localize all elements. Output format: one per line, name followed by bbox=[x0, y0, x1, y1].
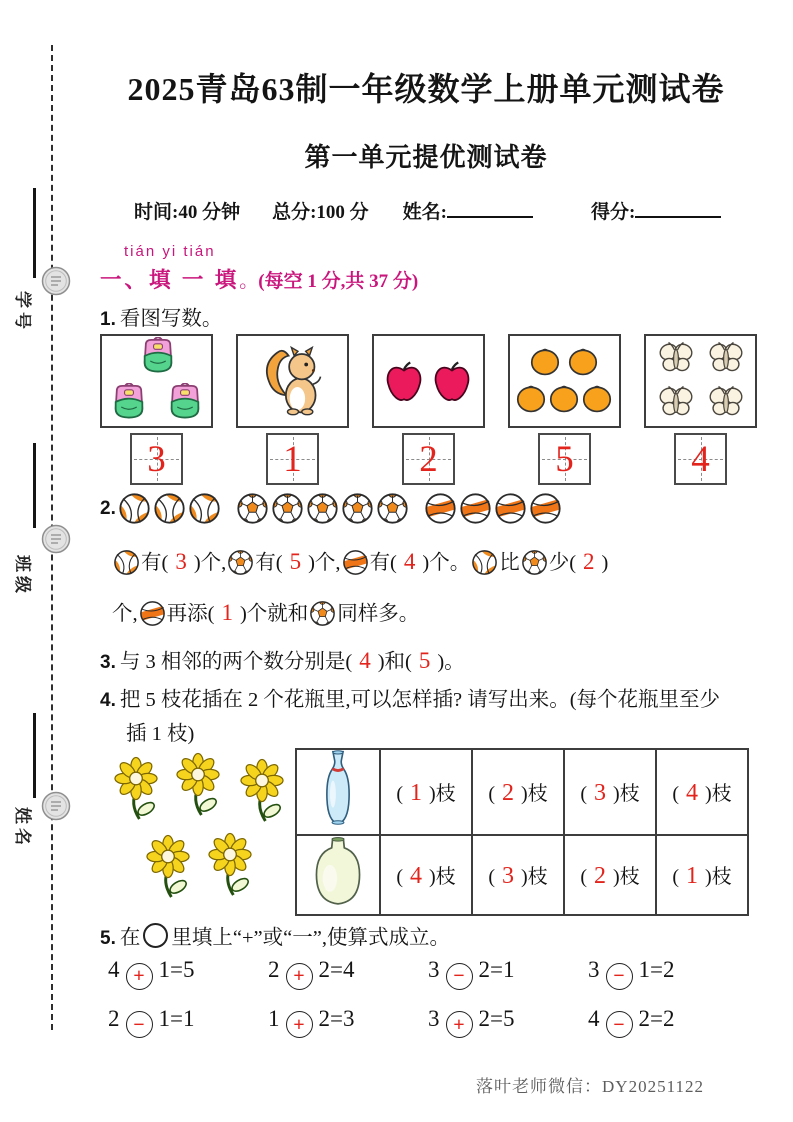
operator-circle: + bbox=[446, 1011, 473, 1038]
operand: 2 bbox=[318, 957, 330, 982]
q2-balls-row bbox=[100, 492, 564, 525]
q2-text: 同样多。 bbox=[337, 603, 420, 625]
q5-text-part: 里填上“+”或“一”,使算式成立。 bbox=[171, 927, 450, 949]
q1-item-schoolbags bbox=[100, 334, 213, 485]
q2-text: )个, bbox=[308, 552, 341, 574]
class-blank-line bbox=[33, 443, 36, 528]
q4-number: 4. bbox=[100, 690, 116, 711]
operand: 1 bbox=[268, 1005, 280, 1031]
operand: 3 bbox=[428, 1005, 440, 1031]
result: 4 bbox=[342, 957, 355, 982]
answer-cell bbox=[472, 835, 564, 915]
unit-label: )枝 bbox=[429, 783, 456, 805]
answer-number: 4 bbox=[359, 648, 371, 673]
equals-sign: = bbox=[490, 1005, 503, 1031]
soccer-ball-icon bbox=[227, 549, 254, 576]
q3-text-part: )。 bbox=[437, 651, 465, 673]
answer-digit: 4 bbox=[691, 438, 710, 480]
volleyball-icon bbox=[529, 492, 562, 525]
section1-points-note: (每空 1 分,共 37 分) bbox=[258, 271, 419, 292]
operand: 1 bbox=[158, 957, 170, 982]
soccer-ball-icon bbox=[236, 492, 269, 525]
q1-number: 1. bbox=[100, 309, 116, 330]
soccer-ball-icon bbox=[521, 549, 548, 576]
student-no-blank-line bbox=[33, 188, 36, 278]
paren: ( bbox=[396, 866, 403, 888]
result: 5 bbox=[502, 1005, 515, 1031]
time-label: 时间:40 分钟 bbox=[134, 202, 241, 223]
result: 3 bbox=[342, 1005, 355, 1031]
operand: 2 bbox=[638, 1005, 650, 1031]
q3-text-part: )和( bbox=[377, 651, 412, 673]
equals-sign: = bbox=[650, 957, 663, 982]
operand: 1 bbox=[638, 957, 650, 982]
paren: ( bbox=[488, 866, 495, 888]
q2-text: )个。 bbox=[422, 552, 471, 574]
q2-text: ) bbox=[601, 552, 609, 574]
squirrel-icon bbox=[260, 344, 326, 418]
q2-text: )个, bbox=[193, 552, 227, 574]
operand: 2 bbox=[318, 1005, 330, 1031]
operand: 2 bbox=[478, 1005, 490, 1031]
q5-number: 5. bbox=[100, 928, 116, 949]
unit-label: )枝 bbox=[521, 783, 548, 805]
operand: 2 bbox=[478, 957, 490, 982]
student-no-label: 学号 bbox=[13, 291, 32, 333]
unit-label: )枝 bbox=[429, 866, 456, 888]
q2-text: 比 bbox=[499, 552, 520, 574]
equation bbox=[588, 957, 748, 990]
q5-text-part: 在 bbox=[119, 927, 141, 949]
operand: 3 bbox=[428, 957, 440, 982]
basketball-icon bbox=[118, 492, 151, 525]
soccer-ball-icon bbox=[376, 492, 409, 525]
q2-number: 2. bbox=[100, 497, 116, 519]
paren: ( bbox=[488, 783, 495, 805]
exam-title: 2025青岛63制一年级数学上册单元测试卷 bbox=[127, 71, 725, 107]
paren: ( bbox=[580, 866, 587, 888]
result: 1 bbox=[182, 1005, 195, 1031]
basketball-icon bbox=[471, 549, 498, 576]
equals-sign: = bbox=[330, 957, 343, 982]
section1-heading bbox=[100, 263, 418, 294]
seal-stamp-icon bbox=[41, 524, 71, 554]
operator-circle: − bbox=[606, 1011, 633, 1038]
answer-grid-box bbox=[266, 433, 319, 485]
seal-stamp-icon bbox=[41, 791, 71, 821]
equation bbox=[108, 957, 268, 990]
operand: 4 bbox=[108, 957, 120, 982]
score-blank bbox=[635, 197, 721, 218]
q1-picture-row bbox=[100, 334, 757, 485]
answer-digit: 2 bbox=[419, 438, 438, 480]
basketball-icon bbox=[153, 492, 186, 525]
answer-number: 3 bbox=[502, 863, 514, 889]
equals-sign: = bbox=[170, 957, 183, 982]
q2-text: 个, bbox=[112, 603, 138, 625]
q1-item-butterflies bbox=[644, 334, 757, 485]
q3-text-part: 与 3 相邻的两个数分别是( bbox=[119, 651, 353, 673]
answer-cell bbox=[380, 835, 472, 915]
answer-number: 4 bbox=[403, 549, 416, 574]
section1-period: 。 bbox=[239, 271, 259, 292]
result: 2 bbox=[662, 1005, 675, 1031]
paren: ( bbox=[672, 866, 679, 888]
q1-item-oranges bbox=[508, 334, 621, 485]
operator-circle: − bbox=[446, 963, 473, 990]
answer-cell bbox=[564, 835, 656, 915]
answer-digit: 3 bbox=[147, 438, 166, 480]
equals-sign: = bbox=[170, 1005, 183, 1031]
name-blank bbox=[447, 197, 533, 218]
picture-box-oranges bbox=[508, 334, 621, 428]
green-vase-cell bbox=[296, 835, 380, 915]
q2-sentence-2 bbox=[112, 596, 419, 627]
volleyball-icon bbox=[459, 492, 492, 525]
operand: 1 bbox=[158, 1005, 170, 1031]
blank-circle-icon bbox=[143, 923, 168, 948]
q2-text: 有( bbox=[369, 552, 397, 574]
answer-cell bbox=[472, 749, 564, 835]
q5-text bbox=[100, 920, 450, 950]
q5-equations-grid bbox=[108, 957, 748, 1038]
answer-digit: 1 bbox=[283, 438, 302, 480]
q4-text-line2: 插 1 枝) bbox=[126, 723, 195, 745]
volleyball-icon bbox=[424, 492, 457, 525]
volleyball-icon bbox=[139, 600, 166, 627]
q2-text: 少( bbox=[548, 552, 577, 574]
operand: 2 bbox=[108, 1005, 120, 1031]
answer-number: 3 bbox=[594, 780, 606, 806]
answer-grid-box bbox=[402, 433, 455, 485]
answer-grid-box bbox=[538, 433, 591, 485]
answer-digit: 5 bbox=[555, 438, 574, 480]
paren: ( bbox=[672, 783, 679, 805]
q2-text: 有( bbox=[141, 552, 169, 574]
q2-text: )个就和 bbox=[239, 603, 309, 625]
total-score-label: 总分:100 分 bbox=[272, 202, 369, 223]
equals-sign: = bbox=[650, 1005, 663, 1031]
q3-number: 3. bbox=[100, 652, 116, 673]
soccer-ball-icon bbox=[309, 600, 336, 627]
seal-stamp-icon bbox=[41, 266, 71, 296]
green-vase-icon bbox=[312, 837, 364, 907]
q1-instruction: 看图写数。 bbox=[119, 308, 223, 330]
equals-sign: = bbox=[490, 957, 503, 982]
blue-vase-cell bbox=[296, 749, 380, 835]
q1-text bbox=[100, 301, 222, 331]
q1-item-apples bbox=[372, 334, 485, 485]
result: 1 bbox=[502, 957, 515, 982]
answer-number: 2 bbox=[583, 549, 595, 574]
unit-label: )枝 bbox=[705, 783, 732, 805]
name-side-label: 姓名 bbox=[13, 807, 32, 849]
q2-text: 有( bbox=[255, 552, 283, 574]
equals-sign: = bbox=[330, 1005, 343, 1031]
answer-number: 4 bbox=[686, 780, 698, 806]
equation bbox=[268, 957, 428, 990]
answer-number: 2 bbox=[502, 780, 514, 806]
answer-number: 1 bbox=[410, 780, 422, 806]
name-blank-line bbox=[33, 713, 36, 798]
operand: 2 bbox=[268, 957, 280, 982]
answer-grid-box bbox=[674, 433, 727, 485]
section1-title: 一、填 一 填 bbox=[100, 268, 240, 292]
answer-cell bbox=[656, 835, 748, 915]
operand: 4 bbox=[588, 1005, 600, 1031]
q4-text-line1 bbox=[100, 682, 720, 712]
operator-circle: + bbox=[286, 963, 313, 990]
paren: ( bbox=[580, 783, 587, 805]
operator-circle: − bbox=[606, 963, 633, 990]
soccer-ball-icon bbox=[271, 492, 304, 525]
operator-circle: − bbox=[126, 1011, 153, 1038]
apple-icon bbox=[383, 358, 475, 404]
operator-circle: + bbox=[286, 1011, 313, 1038]
score-label: 得分: bbox=[590, 202, 636, 223]
equation bbox=[588, 1006, 748, 1039]
picture-box-apples bbox=[372, 334, 485, 428]
exam-info-line bbox=[134, 197, 721, 224]
result: 5 bbox=[182, 957, 195, 982]
operator-circle: + bbox=[126, 963, 153, 990]
answer-number: 3 bbox=[175, 549, 187, 574]
q3-text bbox=[100, 644, 465, 674]
schoolbag-icon bbox=[105, 337, 209, 425]
butterfly-icon bbox=[653, 340, 749, 422]
blue-vase-icon bbox=[319, 750, 357, 828]
picture-box-squirrel bbox=[236, 334, 349, 428]
pinyin-annotation: tián yi tián bbox=[124, 243, 216, 260]
answer-number: 2 bbox=[594, 863, 606, 889]
unit-label: )枝 bbox=[613, 783, 640, 805]
answer-number: 4 bbox=[410, 863, 422, 889]
answer-grid-box bbox=[130, 433, 183, 485]
answer-number: 1 bbox=[221, 600, 233, 625]
unit-label: )枝 bbox=[521, 866, 548, 888]
operand: 3 bbox=[588, 957, 600, 982]
result: 2 bbox=[662, 957, 675, 982]
q4-answer-table bbox=[295, 748, 749, 916]
basketball-icon bbox=[188, 492, 221, 525]
paren: ( bbox=[396, 783, 403, 805]
flower-icon bbox=[106, 752, 292, 910]
soccer-ball-icon bbox=[341, 492, 374, 525]
equation bbox=[268, 1006, 428, 1039]
q4-instruction: 把 5 枝花插在 2 个花瓶里,可以怎样插? 请写出来。(每个花瓶里至少 bbox=[119, 689, 721, 711]
table-row bbox=[296, 749, 748, 835]
picture-box-butterflies bbox=[644, 334, 757, 428]
q2-text: 再添( bbox=[166, 603, 215, 625]
teacher-wechat-watermark: 落叶老师微信：DY20251122 bbox=[476, 1077, 704, 1096]
answer-cell bbox=[380, 749, 472, 835]
answer-cell bbox=[656, 749, 748, 835]
class-label: 班级 bbox=[13, 555, 32, 597]
unit-label: )枝 bbox=[613, 866, 640, 888]
orange-icon bbox=[515, 346, 615, 416]
answer-number: 5 bbox=[289, 549, 302, 574]
volleyball-icon bbox=[494, 492, 527, 525]
answer-cell bbox=[564, 749, 656, 835]
volleyball-icon bbox=[342, 549, 369, 576]
exam-subtitle: 第一单元提优测试卷 bbox=[304, 143, 548, 172]
q1-item-squirrel bbox=[236, 334, 349, 485]
equation bbox=[428, 1006, 588, 1039]
answer-number: 1 bbox=[686, 863, 698, 889]
name-label: 姓名: bbox=[402, 202, 447, 223]
basketball-icon bbox=[113, 549, 140, 576]
equation bbox=[108, 1006, 268, 1039]
picture-box-schoolbags bbox=[100, 334, 213, 428]
soccer-ball-icon bbox=[306, 492, 339, 525]
unit-label: )枝 bbox=[705, 866, 732, 888]
q2-sentence-1 bbox=[112, 545, 608, 576]
table-row bbox=[296, 835, 748, 915]
equation bbox=[428, 957, 588, 990]
answer-number: 5 bbox=[418, 648, 431, 673]
